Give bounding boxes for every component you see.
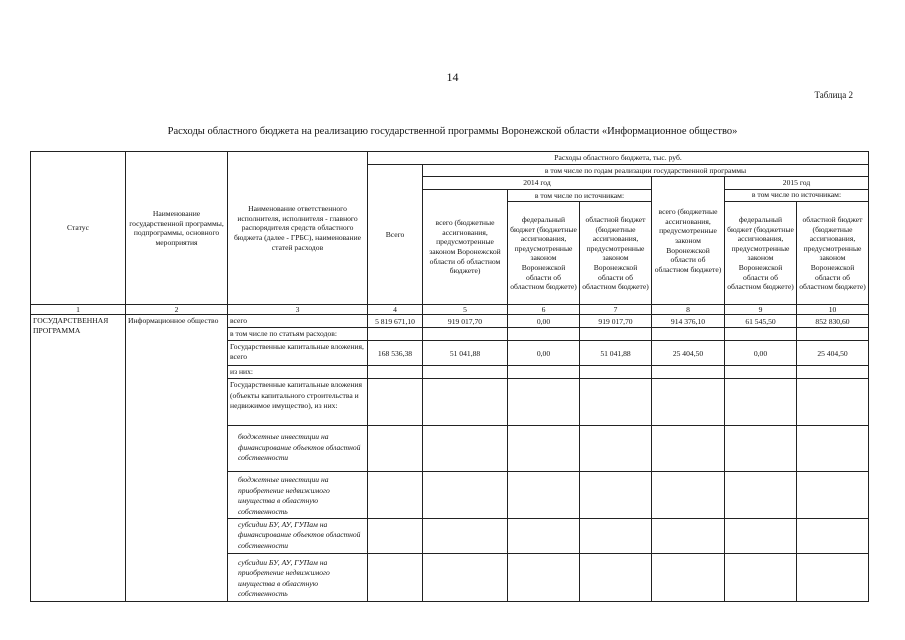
value-cell: 852 830,60 [797, 315, 869, 328]
value-cell: 0,00 [725, 341, 797, 366]
col-num: 2 [126, 305, 228, 315]
header-sources-2015: в том числе по источникам: [751, 189, 842, 199]
header-total-2015: всего (бюджетные ассигнования, предусмотренные законом Воронежской области об областном бюджете) [652, 177, 725, 305]
value-cell: 919 017,70 [580, 315, 652, 328]
col-num: 8 [652, 305, 725, 315]
row-label: субсидии БУ, АУ, ГУПам на приобретение недвижимого имущества в областную собственность [228, 554, 368, 602]
row-label: бюджетные инвестиции на приобретение недвижимого имущества в областную собственность [228, 472, 368, 519]
value-cell: 914 376,10 [652, 315, 725, 328]
header-federal-2014: федеральный бюджет (бюджетные ассигнования, предусмотренные законом Воронежской области об областном бюджете) [508, 202, 580, 305]
value-cell: 0,00 [508, 315, 580, 328]
header-year-2014: 2014 год [423, 177, 652, 190]
header-year-2015: 2015 год [725, 178, 868, 190]
header-status: Статус [31, 152, 126, 305]
col-num: 5 [423, 305, 508, 315]
header-total-2014: всего (бюджетные ассигнования, предусмотренные законом Воронежской области об областном бюджете) [423, 189, 508, 305]
program-name-cell: Информационное общество [126, 315, 228, 602]
header-federal-2015: федеральный бюджет (бюджетные ассигнования, предусмотренные законом Воронежской области об областном бюджете) [725, 202, 797, 305]
row-label: всего [228, 315, 368, 328]
col-num: 1 [31, 305, 126, 315]
document-title: Расходы областного бюджета на реализацию государственной программы Воронежской области «Информационное общество» [167, 126, 738, 137]
value-cell: 51 041,88 [423, 341, 508, 366]
header-expenses: Расходы областного бюджета, тыс. руб. [368, 152, 869, 165]
col-num: 10 [797, 305, 869, 315]
value-cell: 25 404,50 [797, 341, 869, 366]
col-num: 3 [228, 305, 368, 315]
value-cell: 168 536,38 [368, 341, 423, 366]
header-total: Всего [368, 164, 423, 305]
col-num: 7 [580, 305, 652, 315]
expenses-table [30, 151, 869, 602]
table-row-total [31, 315, 869, 328]
row-label: бюджетные инвестиции на финансирование объектов областной собственности [228, 426, 368, 472]
row-label: Государственные капитальные вложения, всего [228, 341, 368, 366]
col-num: 6 [508, 305, 580, 315]
header-executor: Наименование ответственного исполнителя, исполнителя - главного распорядителя средств областного бюджета (далее - ГРБС), наименование статей расходов [228, 152, 368, 305]
row-label: Государственные капитальные вложения (объекты капитального строительства и недвижимое имущество), из них: [228, 379, 368, 426]
table-label: Таблица 2 [814, 90, 853, 100]
value-cell: 25 404,50 [652, 341, 725, 366]
header-regional-2014: областной бюджет (бюджетные ассигнования, предусмотренные законом Воронежской области об областном бюджете) [580, 202, 652, 305]
header-regional-2015: областной бюджет (бюджетные ассигнования, предусмотренные законом Воронежской области об областном бюджете) [797, 202, 869, 305]
status-cell: ГОСУДАРСТВЕННАЯ ПРОГРАММА [31, 315, 126, 602]
col-num: 9 [725, 305, 797, 315]
col-num: 4 [368, 305, 423, 315]
value-cell: 919 017,70 [423, 315, 508, 328]
row-label: в том числе по статьям расходов: [228, 328, 368, 341]
value-cell: 51 041,88 [580, 341, 652, 366]
row-label: субсидии БУ, АУ, ГУПам на финансирование объектов областной собственности [228, 519, 368, 554]
value-cell: 0,00 [508, 341, 580, 366]
header-program-name: Наименование государственной программы, подпрограммы, основного мероприятия [126, 152, 228, 305]
header-year-2015-group [725, 177, 869, 202]
column-numbers-row [31, 305, 869, 315]
page-number: 14 [446, 70, 459, 84]
value-cell: 61 545,50 [725, 315, 797, 328]
value-cell: 5 819 671,10 [368, 315, 423, 328]
header-sources-2014: в том числе по источникам: [508, 189, 652, 202]
header-by-years: в том числе по годам реализации государственной программы [423, 164, 869, 177]
row-label: из них: [228, 366, 368, 379]
